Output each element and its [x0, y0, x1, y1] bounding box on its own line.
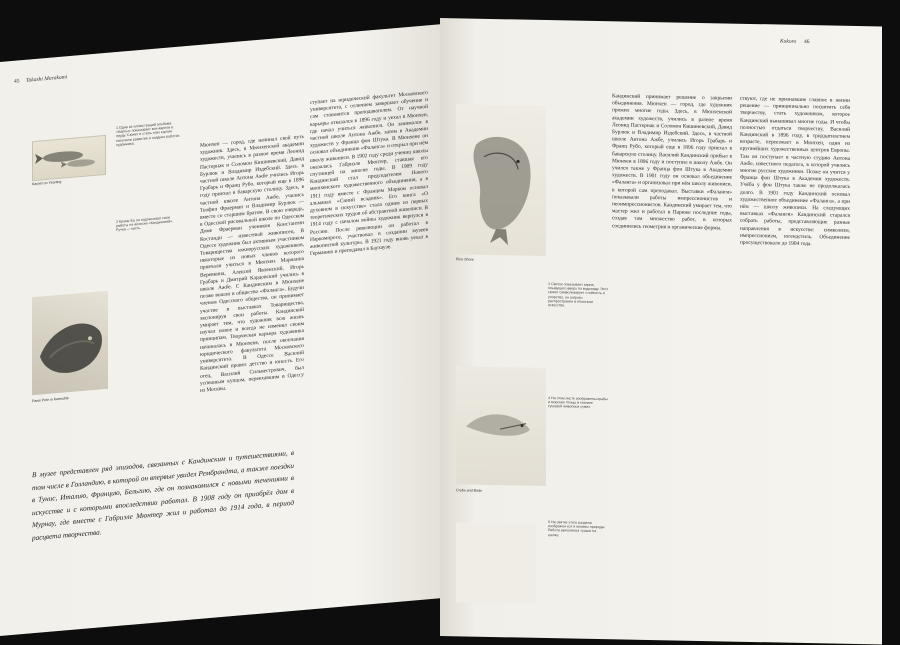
figure-carp-painting: [456, 104, 546, 256]
figure-crabs-birds-painting: [456, 366, 546, 486]
figure2-caption: 2 Кроме Ба он подписывал свои работы по-японски «Кандинский». Ручка — кисть.: [116, 215, 174, 233]
figure4-caption: 4 На этом листе изображены крабы и морские птицы в технике тушевой живописи сумиэ.: [548, 396, 608, 410]
figure3-caption: 3 Свиток показывает карпа, плывущего вверх по водопаду. Этот сюжет символизирует стойкость и упорство, он широко распространён в японском искусстве.: [548, 282, 608, 308]
figure1-title: Karpet on Yearling: [32, 179, 62, 187]
right-body-column-a: Кандинский принимает решение о закрытии объединения. Мюнхен — город, где художник прожил многие годы. Здесь, в Мюнхенской академии художеств, учились в разное время Леонид Пастернак и Соломон Кишиневский, Давид Бурлюк и Владимир Издебский. Здесь, в частной школе Антона Ажбе, учились Игорь Грабарь и Франц Рубо, который еще в 1896 году приехал в баварскую столицу. Василий Кандинский прибыл в Мюнхен в 1896 году и поступил в школу Ажбе. Он учился также у Франца фон Штука в Академии художеств. В 1901 году он основал объединение «Фаланга» и организовал при нём школу живописи, в которой сам преподавал. Выставки «Фаланги» показывали работы импрессионистов и неоимпрессионистов. Кандинский умирает тем, что мастер жил и работал в Париже последние годы, создав там множество работ, в которых соединились геометрия и органические формы.: [612, 93, 732, 232]
right-body-column-b: ствуют, где не признавшие главное в жизни решение — принципиально посвятить себя творчеству, стать художником, которое Кандинский вынашивал многие годы. И чтобы полностью отдаться творчеству, Василий Кандинский в 1896 году, в тридцатилетнем возрасте, переезжает в Мюнхен, один из крупнейших художественных центров Европы. Там он поступает в частную студию Антона Ажбе, известного педагога, в которой учились многие русские художники. Позже он учится у Франца фон Штука в Академии художеств. Учёба у фон Штука также не продолжалась долго. В 1901 году Кандинский основал художественное объединение «Фаланга», а при нём — школу живописи. На следующих выставках «Фаланги» Кандинский старался собрать работы, представляющие разные направления в искусстве: символизм, импрессионизм, югендстиль. Объединение просуществовало до 1904 года.: [740, 95, 850, 248]
figure5-caption: 5 На свитке этого раздела изображен кот и мотивы природы. Работа выполнена тушью на шелке.: [548, 520, 606, 537]
figure-faded-painting: [456, 522, 536, 604]
left-body-column: Мюнхен — город, где начинал свой путь художник. Здесь, в Мюнхенской академии художеств, учились в разное время Леонид Пастернак и Соломон Кишиневский, Давид Бурлюк и Владимир Издебский. Здесь в частной школе Антона Ажбе учились Игорь Грабарь и Франц Рубо, который еще в 1896 году приехал в баварскую столицу. Здесь, в частной школе Антона Ажбе, учились Теофил Фраерман и Владимир Бурлюк — вместе со старшим братом. В свою очередь, в Одесской рисовальной школе по Одесском Доме Фраерман учеников Константин Костанди — известный живописец. В Одессе художник был активным участником Товарищества южнорусских художников, некоторые из новых членов которого приехали учиться в Мюнхен. Марианна Веревкина, Алексей Явленский, Игорь Грабарь и Дмитрий Кардовский учились в школе Ажбе. С Кандинским в Мюнхене позже вошли в общество «Фаланга». Будучи членом Одесского общества, он принимает участие в выставках Товарищества, экспонируя свои работы. Кандинский умирает тем, что художник всю жизнь изучал новое и всегда не изменял своим принципам. Творческая карьера художника начиналась в Мюнхене, после окончания юридического факультета Московского университета. В Одессе Василий Кандинский провел детство и юность. Его отец, Василий Сильвестрович, был успешным купцом, переехавшим в Одессу из Москвы.: [200, 133, 304, 394]
left-gutter-column: ступает на юридический факультет Московского университета, с отличием завершает обучение и сам становится преподавателем. От научной карьеры отказался в 1896 году и уехал в Мюнхен, где начал учиться живописи. Он занимался в частной школе Антона Ажбе, затем в Академии художеств у Франца фон Штука. В Мюнхене он основал объединение «Фаланга» и открыл при нём школу живописи. В 1902 году среди учениц школы оказалась Габриэле Мюнтер, ставшая его спутницей на многие годы. В 1909 году Кандинский стал председателем Нового мюнхенского художественного объединения, а в 1911 году вместе с Францем Марком основал альманах «Синий всадник». Его книга «О духовном в искусстве» стала одним из первых теоретических трудов об абстрактной живописи. В 1914 году с началом войны художник вернулся в Россию. После революции он работал в Наркомпросе, участвовал в создании музеев живописной культуры. В 1921 году вновь уехал в Германию и преподавал в Баухаузе.: [310, 89, 428, 258]
left-page-number: 45: [14, 78, 20, 85]
figure4-title: Crabs and Birds: [456, 488, 482, 493]
right-page: [440, 18, 882, 644]
figure-dark-painting: [32, 291, 108, 396]
left-running-head: Takashi Murakami: [26, 74, 68, 84]
pull-quote: В музее представлен ряд эпизодов, связанных с Кандинским и путешествиями, в том числе в Голландию, в которой он впервые увидел Рембрандта, а также поездки в Тунис, Италию, Францию, Бельгию, где он познакомился с новыми течениями в искусстве и с которыми впоследствии работал. В 1908 году он приобрёл дом в Мурнау, где вместе с Габриэле Мюнтер жил и работал до 1914 года, в период расцвета творчества.: [32, 448, 294, 542]
figure3-title: Pine Shore: [456, 257, 474, 262]
right-page-number: 46: [804, 38, 810, 46]
right-running-head: Kokoro: [780, 38, 797, 45]
gutter-column-wrapper: [310, 29, 436, 600]
figure2-title: Paws Pole in Kaseuble: [32, 396, 69, 404]
figure1-caption: 1 Одна из иллюстраций альбома «Карпы» показывает кои-карпов в пруду. Сюжет и стиль этих картин получили развитие в поздних работах художника.: [116, 121, 180, 147]
figure-fish-painting: [32, 135, 106, 181]
